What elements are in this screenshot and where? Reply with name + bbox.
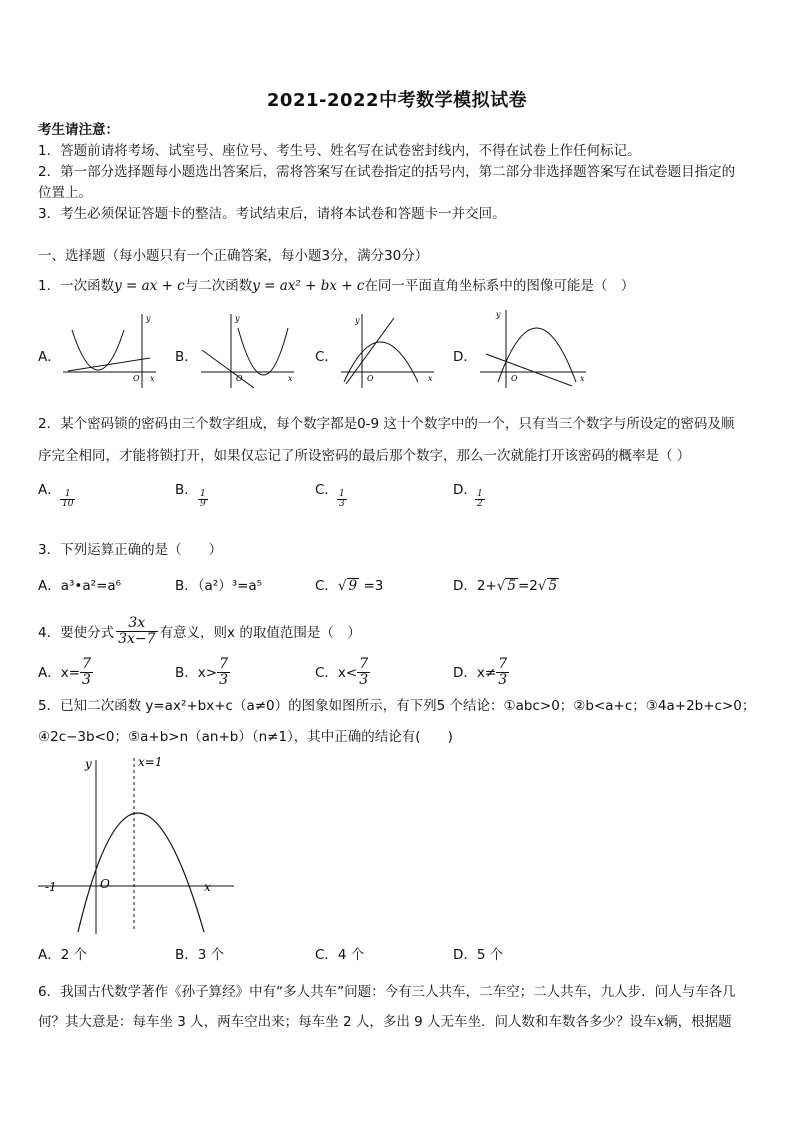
section-heading: 一、选择题（每小题只有一个正确答案，每小题3分，满分30分） (38, 248, 429, 264)
q3-option-b: B．（a²）³=a⁵ (175, 578, 263, 594)
q5-option-c: C．4 个 (315, 947, 365, 963)
q5-origin-label: O (100, 877, 110, 891)
q4-option-d: D．x≠ $\frac{7}{3}$ (453, 656, 508, 688)
q2-option-d-fraction: $\frac{1}{2}$ (477, 489, 483, 510)
question-2-line-1: 2．某个密码锁的密码由三个数字组成，每个数字都是0-9 这十个数字中的一个，只有当三个数字与所设定的密码及顺 (38, 416, 735, 432)
q2-option-b: B． (175, 482, 198, 498)
q2-option-b-fraction: $\frac{1}{9}$ (200, 489, 206, 510)
q4-option-c: C．x< $\frac{7}{3}$ (315, 656, 369, 688)
q2-option-a-fraction: $\frac{1}{10}$ (62, 489, 74, 510)
question-5-line-1: 5．已知二次函数 y=ax²+bx+c（a≠0）的图象如图所示，有下列5 个结论：①abc>0；②b<a+c；③4a+2b+c>0； (38, 698, 756, 714)
q1-b-x: x (288, 374, 293, 383)
question-6-line-1: 6．我国古代数学著作《孙子算经》中有“多人共车”问题：今有三人共车，二车空；二人共车，九人步．问人与车各几 (38, 984, 736, 1000)
question-4-stem: 4．要使分式 $\frac{3x}{3x-7}$ 有意义，则x 的取值范围是（ ） (38, 615, 361, 647)
q1-a-o: O (133, 374, 140, 383)
q5-neg1-label: -1 (45, 880, 57, 894)
q5-x-label: x (204, 880, 211, 894)
q1-graph-d (476, 306, 590, 390)
q2-option-d: D． (453, 482, 477, 498)
q5-axis-of-symmetry-label: x=1 (138, 755, 163, 769)
q2-option-c: C． (315, 482, 338, 498)
question-2-line-2: 序完全相同，才能将锁打开，如果仅忘记了所设密码的最后那个数字，那么一次就能打开该密码的概率是（ ） (38, 448, 691, 464)
notice-item-2-cont: 位置上。 (38, 185, 92, 201)
q1-graph-a (58, 310, 158, 390)
q1-quadratic-formula: y = ax² + bx + c (252, 278, 365, 294)
q5-option-a: A．2 个 (38, 947, 88, 963)
page-title: 2021-2022中考数学模拟试卷 (266, 90, 528, 111)
q1-pre: 1．一次函数 (38, 278, 115, 294)
notice-item-1: 1．答题前请将考场、试室号、座位号、考生号、姓名写在试卷密封线内，不得在试卷上作任何标记。 (38, 143, 641, 159)
q1-option-d-label: D． (453, 349, 477, 365)
q1-a-y: y (146, 314, 151, 323)
q1-c-o: O (367, 374, 374, 383)
question-1-stem (38, 276, 634, 296)
question-5-line-2: ④2c−3b<0；⑤a+b>n（an+b）（n≠1），其中正确的结论有( ) (38, 729, 453, 745)
q1-b-y: y (235, 314, 240, 323)
q3-option-a: A．a³•a²=a⁶ (38, 578, 122, 594)
q1-d-y: y (496, 310, 501, 319)
q1-d-o: O (511, 374, 518, 383)
q1-a-x: x (150, 374, 155, 383)
notice-heading: 考生请注意： (38, 122, 119, 138)
question-6-line-2: 何？其大意是：每车坐 3 人，两车空出来；每车坐 2 人，多出 9 人无车坐．问人数和车数各多少？设车x辆，根据题 (38, 1014, 732, 1030)
q4-fraction: $\frac{3x}{3x-7}$ (118, 615, 156, 647)
q1-b-o: O (236, 374, 243, 383)
q3-c-radicand: 9 (348, 578, 358, 594)
q3-option-c: C．√ 9 =3 (315, 578, 384, 594)
q1-mid: 与二次函数 (184, 278, 253, 294)
q5-y-label: y (85, 757, 92, 771)
q5-option-d: D．5 个 (453, 947, 504, 963)
q3-option-d: D．2+√ 5 =2√ 5 (453, 578, 558, 594)
notice-item-3: 3．考生必须保证答题卡的整洁。考试结束后，请将本试卷和答题卡一并交回。 (38, 206, 506, 222)
q1-graph-b (196, 310, 296, 390)
q2-option-a: A． (38, 482, 61, 498)
q1-linear-formula: y = ax + c (114, 278, 185, 294)
q1-option-a-label: A． (38, 349, 61, 365)
question-3-stem: 3．下列运算正确的是（ ） (38, 542, 223, 558)
q1-d-x: x (580, 374, 585, 383)
q1-option-c-label: C． (315, 349, 338, 365)
q4-option-b: B．x> $\frac{7}{3}$ (175, 656, 228, 688)
q2-option-c-fraction: $\frac{1}{3}$ (339, 489, 345, 510)
q1-post: 在同一平面直角坐标系中的图像可能是（ ） (364, 278, 635, 294)
q4-option-a: A．x= $\frac{7}{3}$ (38, 656, 91, 688)
q5-parabola-graph (36, 752, 236, 937)
q5-option-b: B．3 个 (175, 947, 225, 963)
q1-option-b-label: B． (175, 349, 198, 365)
notice-item-2: 2．第一部分选择题每小题选出答案后，需将答案写在试卷指定的括号内，第二部分非选择题答案写在试卷题目指定的 (38, 164, 736, 180)
q1-c-x: x (428, 374, 433, 383)
q1-graph-c (336, 310, 436, 390)
q1-c-y: y (355, 316, 360, 325)
